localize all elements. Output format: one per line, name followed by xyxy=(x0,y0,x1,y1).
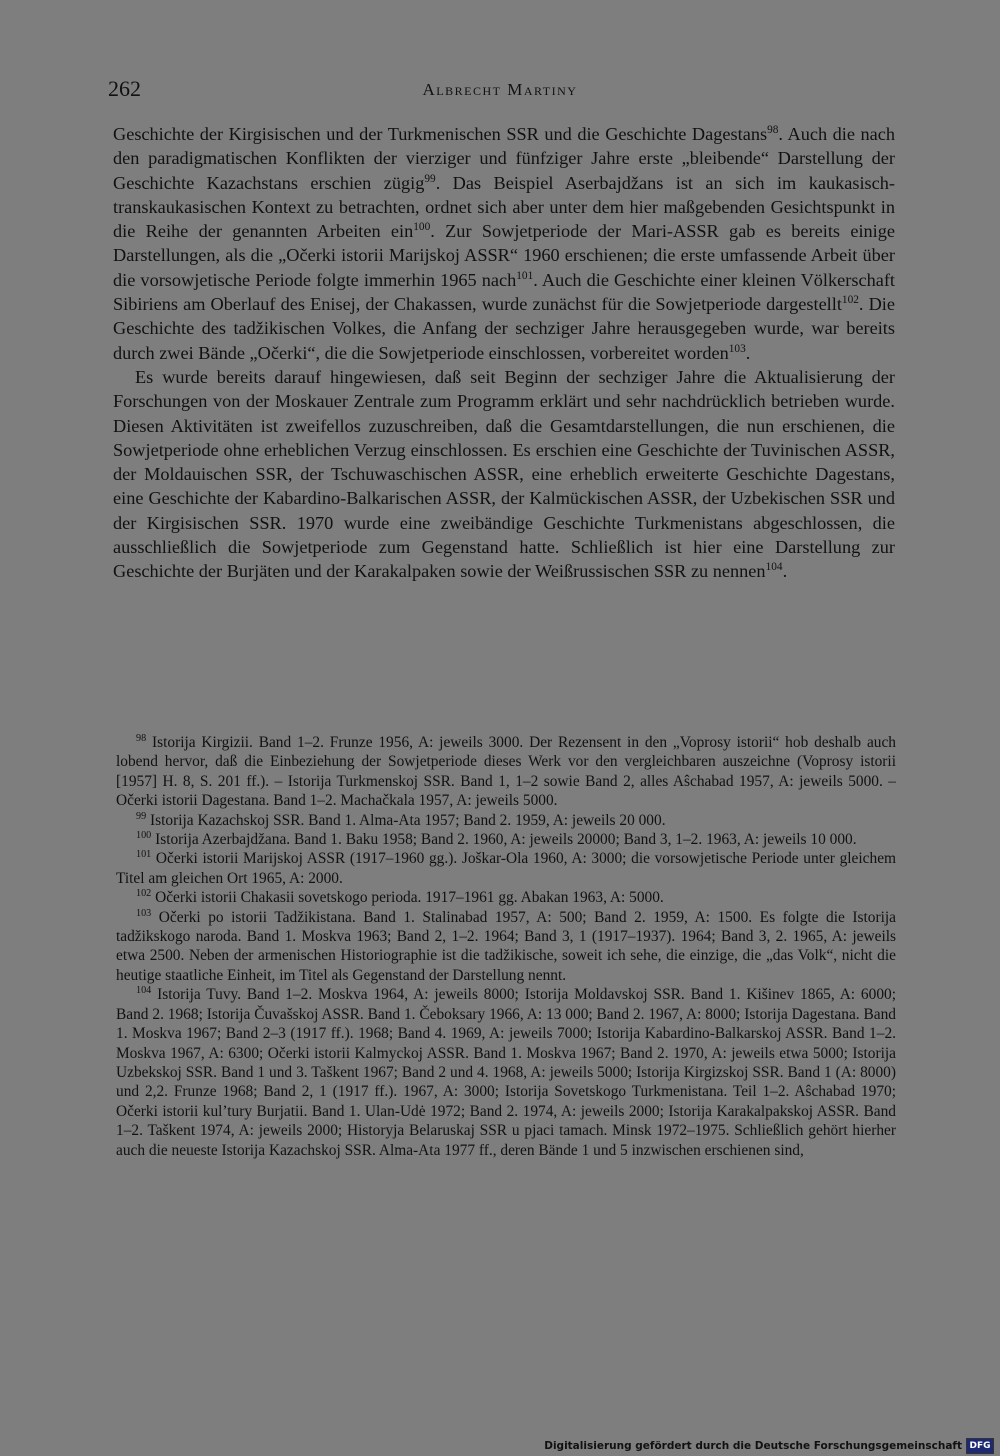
footnote-ref: 98 xyxy=(767,123,779,136)
footnote-ref: 101 xyxy=(516,269,534,282)
footnote-text: Očerki po istorii Tadžikistana. Band 1. Stalinabad 1957, A: 500; Band 2. 1959, A: 1500. Es folgte die Istorija tadžikskogo naroda. Band 1. Moskva 1963; Band 2, 1–2. 1964; Band 3, 1 (1917–1937). 1964; Band 3, 2. 1965, A: jeweils etwa 2500. Neben der armenischen Historiographie ist die tadžikische, soweit ich sehe, die einzige, die „das Volk“, nicht die heutige staatliche Einheit, im Titel als Gegenstand der Darstellung nennt. xyxy=(116,908,896,984)
footnote-text: Istorija Kirgizii. Band 1–2. Frunze 1956, A: jeweils 3000. Der Rezensent in den „Voprosy istorii“ hob deshalb auch lobend hervor, daß die Einbeziehung der Sowjetperiode dieses Werk vor den vergleichbaren auszeichne (Voprosy istorii [1957] H. 8, S. 201 ff.). – Istorija Turkmenskoj SSR. Band 1, 1–2 sowie Band 2, alles Aŝchabad 1957, A: jeweils 5000. – Očerki istorii Dagestana. Band 1–2. Machačkala 1957, A: jeweils 5000. xyxy=(116,734,896,810)
footnote-number: 101 xyxy=(136,849,152,861)
text-span: . Zur Sowjetperiode der Mari-ASSR gab es bereits einige Darstellungen, als die „Očerki istorii Marijskoj ASSR“ 1960 erschienen; die erste umfassende Arbeit über die vorsowjetische Periode folgte immerhin 1965 nach xyxy=(113,221,895,290)
footnote-text: Očerki istorii Marijskoj ASSR (1917–1960 gg.). Joškar-Ola 1960, A: 3000; die vorsowjetische Periode unter gleichem Titel am gleichen Ort 1965, A: 2000. xyxy=(116,850,896,887)
footnote xyxy=(116,985,896,1160)
footnote xyxy=(116,811,896,830)
footnote-number: 100 xyxy=(136,829,152,841)
footnote xyxy=(116,830,896,849)
footnote-number: 103 xyxy=(136,907,152,919)
footnote-number: 99 xyxy=(136,810,147,822)
text-span: . Das Beispiel Aserbajdžans ist an sich im kaukasisch-transkaukasischen Kontext zu betrachten, ordnet sich aber unter dem hier maßgebenden Gesichtspunkt in die Reihe der genannten Arbeiten ein xyxy=(113,172,895,242)
footnote xyxy=(116,733,896,811)
text-span: Geschichte der Kirgisischen und der Turkmenischen SSR und die Geschichte Dagestans xyxy=(113,124,768,144)
digitization-footer xyxy=(544,1438,994,1454)
dfg-logo: DFG xyxy=(966,1438,994,1454)
text-span: . Die Geschichte des tadžikischen Volkes, die Anfang der sechziger Jahre herausgegeben wurde, war bereits durch zwei Bände „Očerki“, die die Sowjetperiode einschlossen, vorbereitet worden xyxy=(113,294,895,363)
footnote-ref: 99 xyxy=(424,172,436,185)
footnote xyxy=(116,888,896,907)
running-head: Albrecht Martiny xyxy=(422,80,578,99)
footnote-text: Istorija Tuvy. Band 1–2. Moskva 1964, A: jeweils 8000; Istorija Moldavskoj SSR. Band 1. Kišinev 1865, A: 6000; Band 2. 1968; Istorija Čuvašskoj ASSR. Band 1. Čeboksary 1966, A: 13 000; Band 2. 1967, A: 8000; Istorija Dagestana. Band 1. Moskva 1967; Band 2–3 (1917 ff.). 1968; Band 4. 1969, A: jeweils 7000; Istorija Kabardino-Balkarskoj ASSR. Band 1–2. Moskva 1967, A: 6300; Očerki istorii Kalmyckoj ASSR. Band 1. Moskva 1967; Band 2. 1970, A: jeweils etwa 5000; Istorija Uzbekskoj SSR. Band 1 und 3. Taškent 1967; Band 2 und 4. 1968, A: jeweils 5000; Istorija Kirgizskoj SSR. Band 1 (A: 8000) und 2,2. Frunze 1968; Band 2, 1 (1917 ff.). 1967, A: 3000; Istorija Sovetskogo Turkmenistana. Teil 1–2. Aŝchabad 1970; Očerki istorii kul’tury Burjatii. Band 1. Ulan-Udė 1972; Band 2. 1974, A: jeweils 2000; Istorija Karakalpakskoj ASSR. Band 1–2. Taškent 1974, A: jeweils 2000; Historyja Belaruskaj SSR u pjaci tamach. Minsk 1972–1975. Schließlich gehört hierher auch die neueste Istorija Kazachskoj SSR. Alma-Ata 1977 ff., deren Bände 1 und 5 inzwischen erschienen sind, xyxy=(116,986,896,1159)
footnote-text: Istorija Kazachskoj SSR. Band 1. Alma-Ata 1957; Band 2. 1959, A: jeweils 20 000. xyxy=(150,811,666,829)
paragraph xyxy=(113,365,895,584)
main-text xyxy=(113,122,895,584)
footnote-number: 98 xyxy=(136,732,147,744)
text-span: . xyxy=(782,561,788,582)
footnote-ref: 102 xyxy=(841,293,859,306)
footnote-number: 104 xyxy=(136,985,152,997)
page-number: 262 xyxy=(108,76,141,101)
footnote-ref: 103 xyxy=(728,342,746,355)
footnote xyxy=(116,908,896,986)
footnotes xyxy=(116,733,896,1160)
text-span: . xyxy=(745,342,751,363)
footnote xyxy=(116,849,896,888)
digitization-note: Digitalisierung gefördert durch die Deutsche Forschungsgemeinschaft xyxy=(544,1440,962,1452)
footnote-text: Istorija Azerbajdžana. Band 1. Baku 1958; Band 2. 1960, A: jeweils 20000; Band 3, 1–2. 1963, A: jeweils 10 000. xyxy=(155,831,857,849)
footnote-ref: 100 xyxy=(413,221,431,234)
text-span: . Auch die Geschichte einer kleinen Völkerschaft Sibiriens am Oberlauf des Enisej, der Chakassen, wurde zunächst für die Sowjetperiode dargestellt xyxy=(113,269,895,315)
paragraph xyxy=(113,122,895,365)
text-span: Es wurde bereits darauf hingewiesen, daß seit Beginn der sechziger Jahre die Aktualisierung der Forschungen von der Moskauer Zentrale zum Programm erklärt und sehr nachdrücklich betrieben wurde. Diesen Aktivitäten ist zweifellos zuzuschreiben, daß die Gesamtdarstellungen, die nun erschienen, die Sowjetperiode ohne erheblichen Verzug einschlossen. Es erschien eine Geschichte der Tuvinischen ASSR, der Moldauischen SSR, der Tschuwaschischen ASSR, eine erheblich erweiterte Geschichte Dagestans, eine Geschichte der Kabardino-Balkarischen ASSR, der Kalmückischen ASSR, der Uzbekischen SSR und der Kirgisischen SSR. 1970 wurde eine zweibändige Geschichte Turkmenistans abgeschlossen, die ausschließlich die Sowjetperiode zum Gegenstand hatte. Schließlich ist hier eine Darstellung zur Geschichte der Burjäten und der Karakalpaken sowie der Weißrussischen SSR zu nennen xyxy=(113,366,895,582)
text-span: . Auch die nach den paradigmatischen Konflikten der vierziger und fünfziger Jahre erste „bleibende“ Darstellung der Geschichte Kazachstans erschien zügig xyxy=(113,124,896,193)
footnote-number: 102 xyxy=(136,888,152,900)
footnote-ref: 104 xyxy=(765,561,783,574)
footnote-text: Očerki istorii Chakasii sovetskogo perioda. 1917–1961 gg. Abakan 1963, A: 5000. xyxy=(155,889,664,907)
